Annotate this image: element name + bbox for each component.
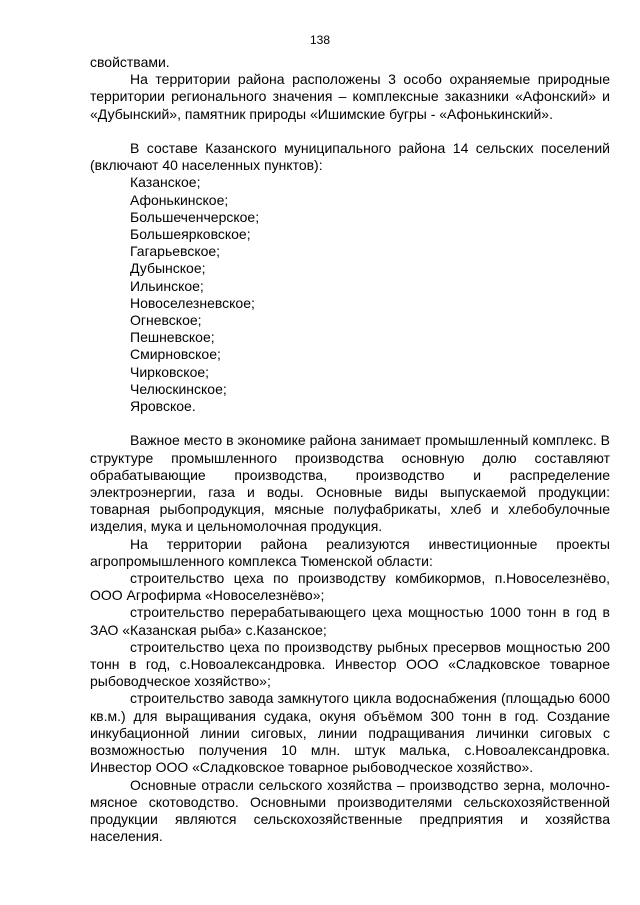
list-item: Афонькинское; [130, 191, 229, 208]
paragraph-agriculture: Основные отрасли сельского хозяйства – производство зерна, молочно-мясное скотоводство. Основными производителями сельскохозяйственной продукции являются сельскохозяйственные предприятия и хозяйства населения. [90, 776, 610, 845]
list-item: Ильинское; [130, 277, 204, 294]
paragraph-gap [90, 415, 610, 432]
list-item: Дубынское; [130, 260, 206, 277]
paragraph-settlements-intro: В составе Казанского муниципального района 14 сельских поселений (включают 40 населенных пунктов): [90, 140, 610, 174]
list-item: Большеченчерское; [130, 208, 260, 225]
page-number: 138 [309, 33, 331, 47]
list-item: Чирковское; [130, 363, 210, 380]
paragraph-investment-intro: На территории района реализуются инвестиционные проекты агропромышленного комплекса Тюменской области: [90, 535, 610, 569]
paragraph-gap [90, 123, 610, 140]
list-item: Пешневское; [130, 329, 215, 346]
paragraph-project-processing: строительство перерабатывающего цеха мощностью 1000 тонн в год в ЗАО «Казанская рыба» с.Казанское; [90, 604, 610, 638]
paragraph-project-feed: строительство цеха по производству комбикормов, п.Новоселезнёво, ООО Агрофирма «Новоселезнёво»; [90, 570, 610, 604]
list-item: Смирновское; [130, 346, 221, 363]
settlements-list [90, 174, 610, 415]
paragraph-continuation: свойствами. [90, 54, 170, 70]
paragraph-protected-areas: На территории района расположены 3 особо охраняемые природные территории регионального значения – комплексные заказники «Афонский» и «Дубынский», памятник природы «Ишимские бугры - «Афонькинский». [90, 71, 610, 122]
list-item: Казанское; [130, 174, 201, 191]
paragraph-project-water-plant: строительство завода замкнутого цикла водоснабжения (площадью 6000 кв.м.) для выращивания судака, окуня объёмом 300 тонн в год. Создание инкубационной линии сиговых, линии подращивания личинки сиговых с возможностью получения 10 млн. штук малька, с.Новоалександровка. Инвестор ООО «Сладковское товарное рыбоводческое хозяйство». [90, 690, 610, 776]
list-item: Огневское; [130, 312, 202, 329]
document-body [90, 54, 610, 845]
list-item: Яровское. [130, 398, 196, 415]
list-item: Новоселезневское; [130, 294, 255, 311]
paragraph-project-preserves: строительство цеха по производству рыбных пресервов мощностью 200 тонн в год, с.Новоалександровка. Инвестор ООО «Сладковское товарное рыбоводческое хозяйство»; [90, 638, 610, 690]
paragraph-industry: Важное место в экономике района занимает промышленный комплекс. В структуре промышленного производства основную долю составляют обрабатывающие производства, производство и распределение электроэнергии, газа и воды. Основные виды выпускаемой продукции: товарная рыбопродукция, мясные полуфабрикаты, хлеб и хлебобулочные изделия, мука и цельномолочная продукция. [90, 432, 610, 535]
list-item: Челюскинское; [130, 380, 227, 397]
list-item: Большеярковское; [130, 226, 251, 243]
list-item: Гагарьевское; [130, 243, 221, 260]
